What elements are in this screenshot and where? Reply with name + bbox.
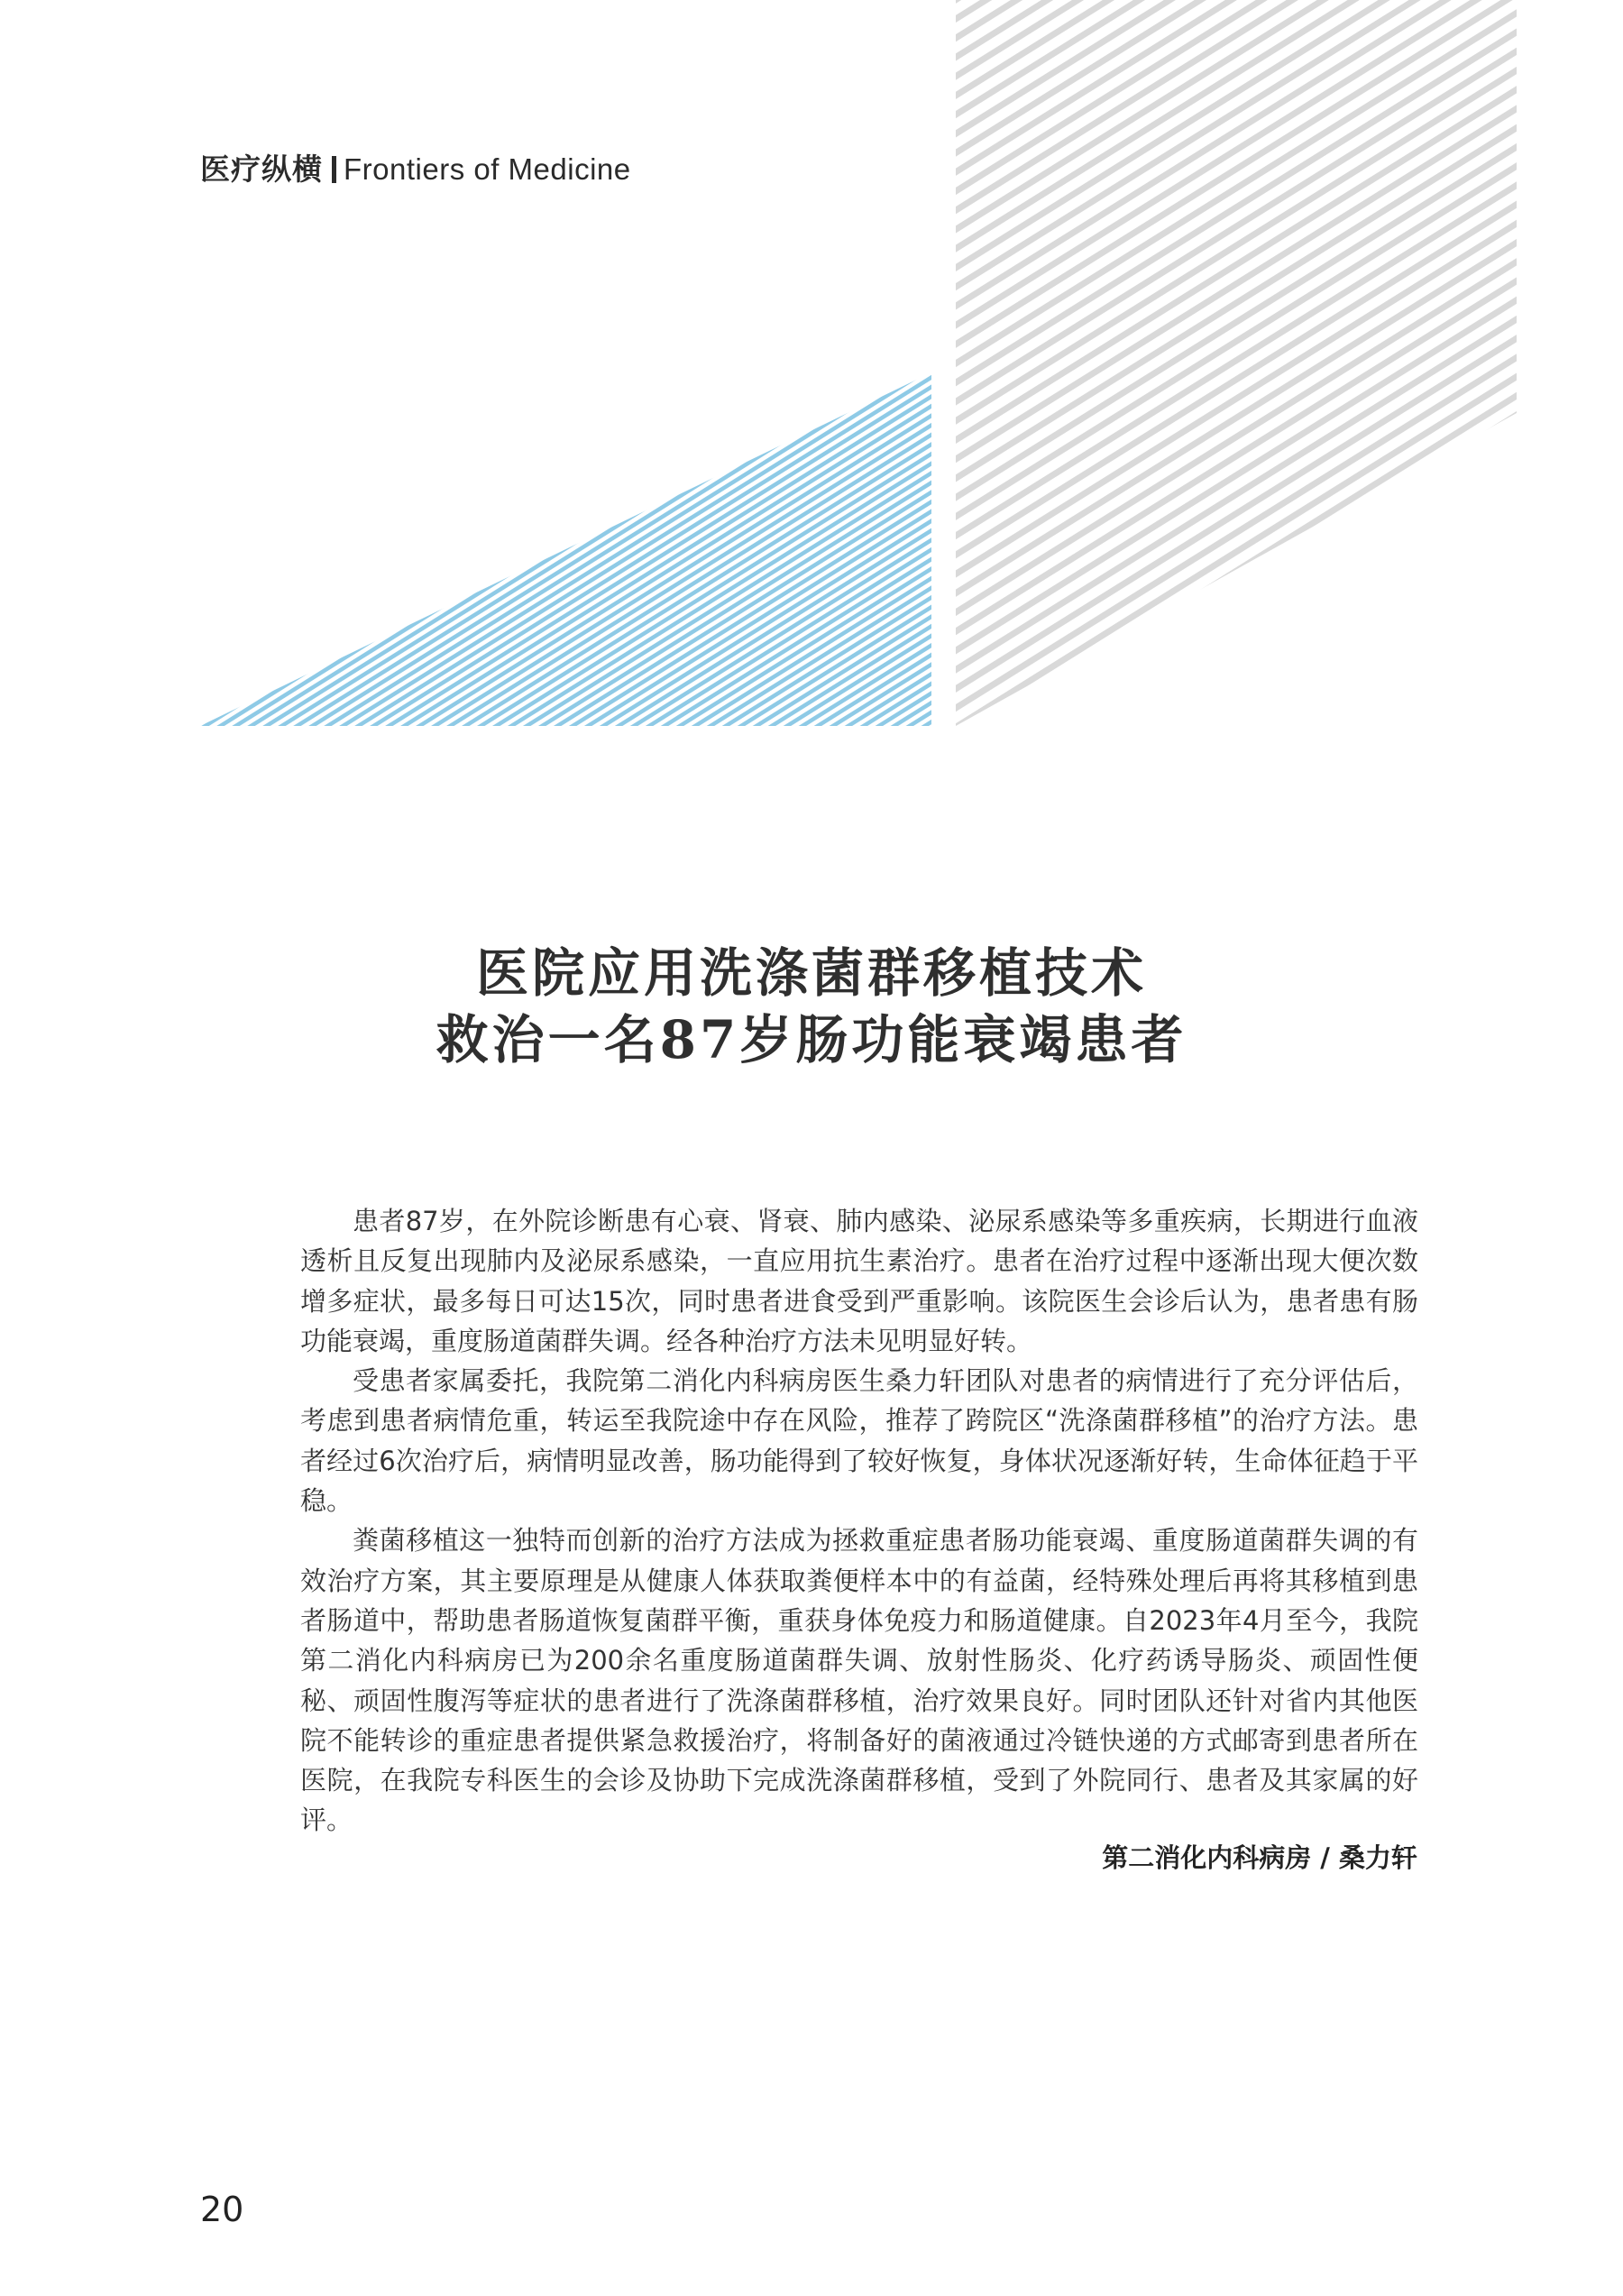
section-title-cn: 医疗纵横 [200, 152, 323, 187]
paragraph: 受患者家属委托，我院第二消化内科病房医生桑力轩团队对患者的病情进行了充分评估后，考虑到患者病情危重，转运至我院途中存在风险，推荐了跨院区“洗涤菌群移植”的治疗方法。患者经过6次治疗后，病情明显改善，肠功能得到了较好恢复，身体状况逐渐好转，生命体征趋于平稳。 [300, 1365, 1418, 1517]
article-title-line-1: 医院应用洗涤菌群移植技术 [475, 942, 1147, 1004]
article-body [300, 1201, 1418, 1841]
page-number: 20 [200, 2190, 244, 2229]
section-divider [332, 156, 336, 183]
gray-hatch-shape [956, 0, 1517, 726]
author-byline: 第二消化内科病房 / 桑力轩 [1102, 1842, 1417, 1873]
blue-hatch-triangle [200, 372, 931, 726]
paragraph: 粪菌移植这一独特而创新的治疗方法成为拯救重症患者肠功能衰竭、重度肠道菌群失调的有效治疗方案，其主要原理是从健康人体获取粪便样本中的有益菌，经特殊处理后再将其移植到患者肠道中，帮助患者肠道恢复菌群平衡，重获身体免疫力和肠道健康。自2023年4月至今，我院第二消化内科病房已为200余名重度肠道菌群失调、放射性肠炎、化疗药诱导肠炎、顽固性便秘、顽固性腹泻等症状的患者进行了洗涤菌群移植，治疗效果良好。同时团队还针对省内其他医院不能转诊的重症患者提供紧急救援治疗，将制备好的菌液通过冷链快递的方式邮寄到患者所在医院，在我院专科医生的会诊及协助下完成洗涤菌群移植，受到了外院同行、患者及其家属的好评。 [300, 1525, 1418, 1836]
article-title-line-2: 救治一名87岁肠功能衰竭患者 [436, 1009, 1187, 1070]
section-title-en: Frontiers of Medicine [344, 152, 631, 186]
section-header [200, 152, 631, 188]
paragraph: 患者87岁，在外院诊断患有心衰、肾衰、肺内感染、泌尿系感染等多重疾病，长期进行血液透析且反复出现肺内及泌尿系感染，一直应用抗生素治疗。患者在治疗过程中逐渐出现大便次数增多症状，最多每日可达15次，同时患者进食受到严重影响。该院医生会诊后认为，患者患有肠功能衰竭，重度肠道菌群失调。经各种治疗方法未见明显好转。 [300, 1206, 1418, 1356]
